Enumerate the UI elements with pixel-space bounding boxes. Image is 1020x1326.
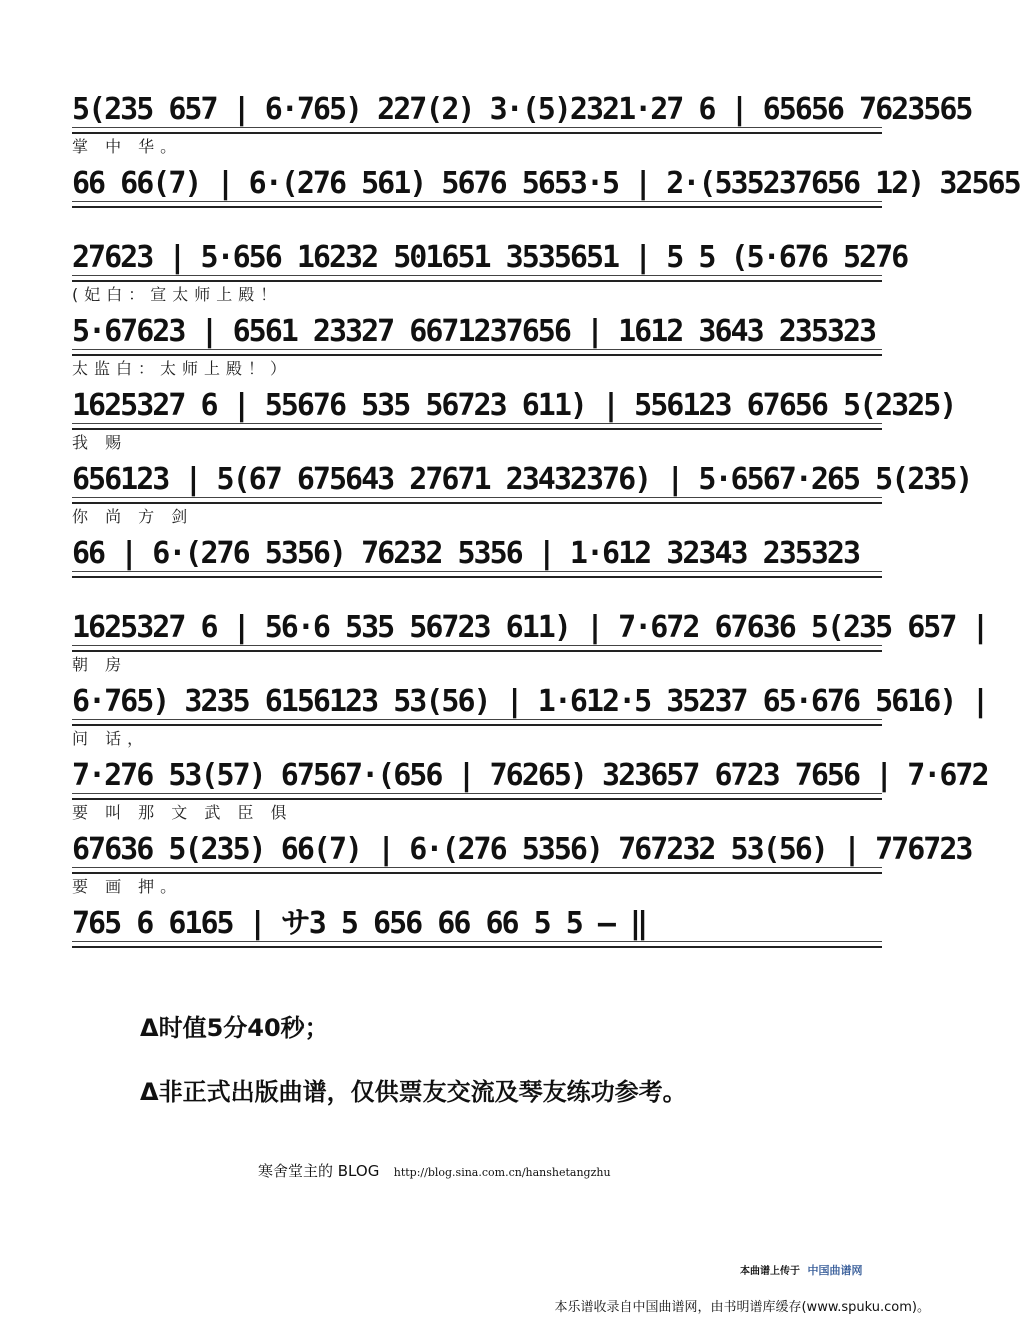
- blog-credit: [258, 1160, 778, 1181]
- jianpu-notes: 765 6 6165 | サ3 5 656 66 66 5 5 — ‖: [72, 902, 882, 948]
- lyrics: 我 赐: [72, 433, 128, 452]
- score-line-7: [72, 532, 882, 606]
- lyrics: 太监白：太师上殿！）: [72, 359, 293, 378]
- jianpu-notes: 66 66(7) | 6·(276 561) 5676 5653·5 | 2·(535237656 12) 32565: [72, 162, 882, 208]
- lyrics: 掌 中 华。: [72, 137, 183, 156]
- score-line-11: [72, 828, 972, 902]
- lyrics: 你 尚 方 剑: [72, 507, 194, 526]
- jianpu-notes: 1625327 6 | 56·6 535 56723 611) | 7·672 67636 5(235 657 |: [72, 606, 882, 652]
- blog-title: 寒舍堂主的 BLOG: [258, 1162, 380, 1180]
- upload-credit: [740, 1262, 930, 1278]
- lyrics: (妃白：宣太师上殿！: [72, 285, 283, 304]
- upload-text: 本曲谱上传于: [740, 1266, 800, 1277]
- disclaimer-note: Δ非正式出版曲谱，仅供票友交流及琴友练功参考。: [140, 1078, 687, 1106]
- score-line-2: [72, 162, 1020, 236]
- score-line-6: [72, 458, 972, 532]
- jianpu-notes: 27623 | 5·656 16232 501651 3535651 | 5 5 (5·676 5276: [72, 236, 882, 282]
- score-line-8: [72, 606, 988, 680]
- lyrics: [72, 208, 882, 234]
- lyrics: 问 话，: [72, 729, 150, 748]
- lyrics: [72, 578, 882, 604]
- lyrics: 要 叫 那 文 武 臣 俱: [72, 803, 293, 822]
- jianpu-notes: 5(235 657 | 6·765) 227(2) 3·(5)2321·27 6 | 65656 7623565: [72, 88, 882, 134]
- score-line-3: [72, 236, 908, 310]
- jianpu-notes: 1625327 6 | 55676 535 56723 611) | 556123 67656 5(2325): [72, 384, 882, 430]
- blog-url[interactable]: http://blog.sina.com.cn/hanshetangzhu: [393, 1166, 611, 1179]
- score-line-1: [72, 88, 972, 162]
- jianpu-notes: 5·67623 | 6561 23327 6671237656 | 1612 3643 235323: [72, 310, 882, 356]
- score-line-5: [72, 384, 956, 458]
- jianpu-notes: 66 | 6·(276 5356) 76232 5356 | 1·612 32343 235323: [72, 532, 882, 578]
- music-score: [72, 88, 1020, 976]
- jianpu-notes: 67636 5(235) 66(7) | 6·(276 5356) 767232 53(56) | 776723: [72, 828, 882, 874]
- jianpu-notes: 656123 | 5(67 675643 27671 23432376) | 5·6567·265 5(235): [72, 458, 882, 504]
- score-line-4: [72, 310, 882, 384]
- score-line-12: [72, 902, 882, 976]
- jianpu-notes: 7·276 53(57) 67567·(656 | 76265) 323657 6723 7656 | 7·672: [72, 754, 882, 800]
- site-logo: 中国曲谱网: [807, 1264, 863, 1277]
- footer-text: 本乐谱收录自中国曲谱网，由书明谱库缓存(www.spuku.com)。: [554, 1300, 930, 1315]
- lyrics: 要 画 押。: [72, 877, 183, 896]
- duration-note: Δ时值5分40秒；: [140, 1014, 329, 1042]
- jianpu-notes: 6·765) 3235 6156123 53(56) | 1·612·5 35237 65·676 5616) |: [72, 680, 882, 726]
- score-line-10: [72, 754, 988, 828]
- score-line-9: [72, 680, 988, 754]
- lyrics: [72, 948, 882, 974]
- lyrics: 朝 房: [72, 655, 128, 674]
